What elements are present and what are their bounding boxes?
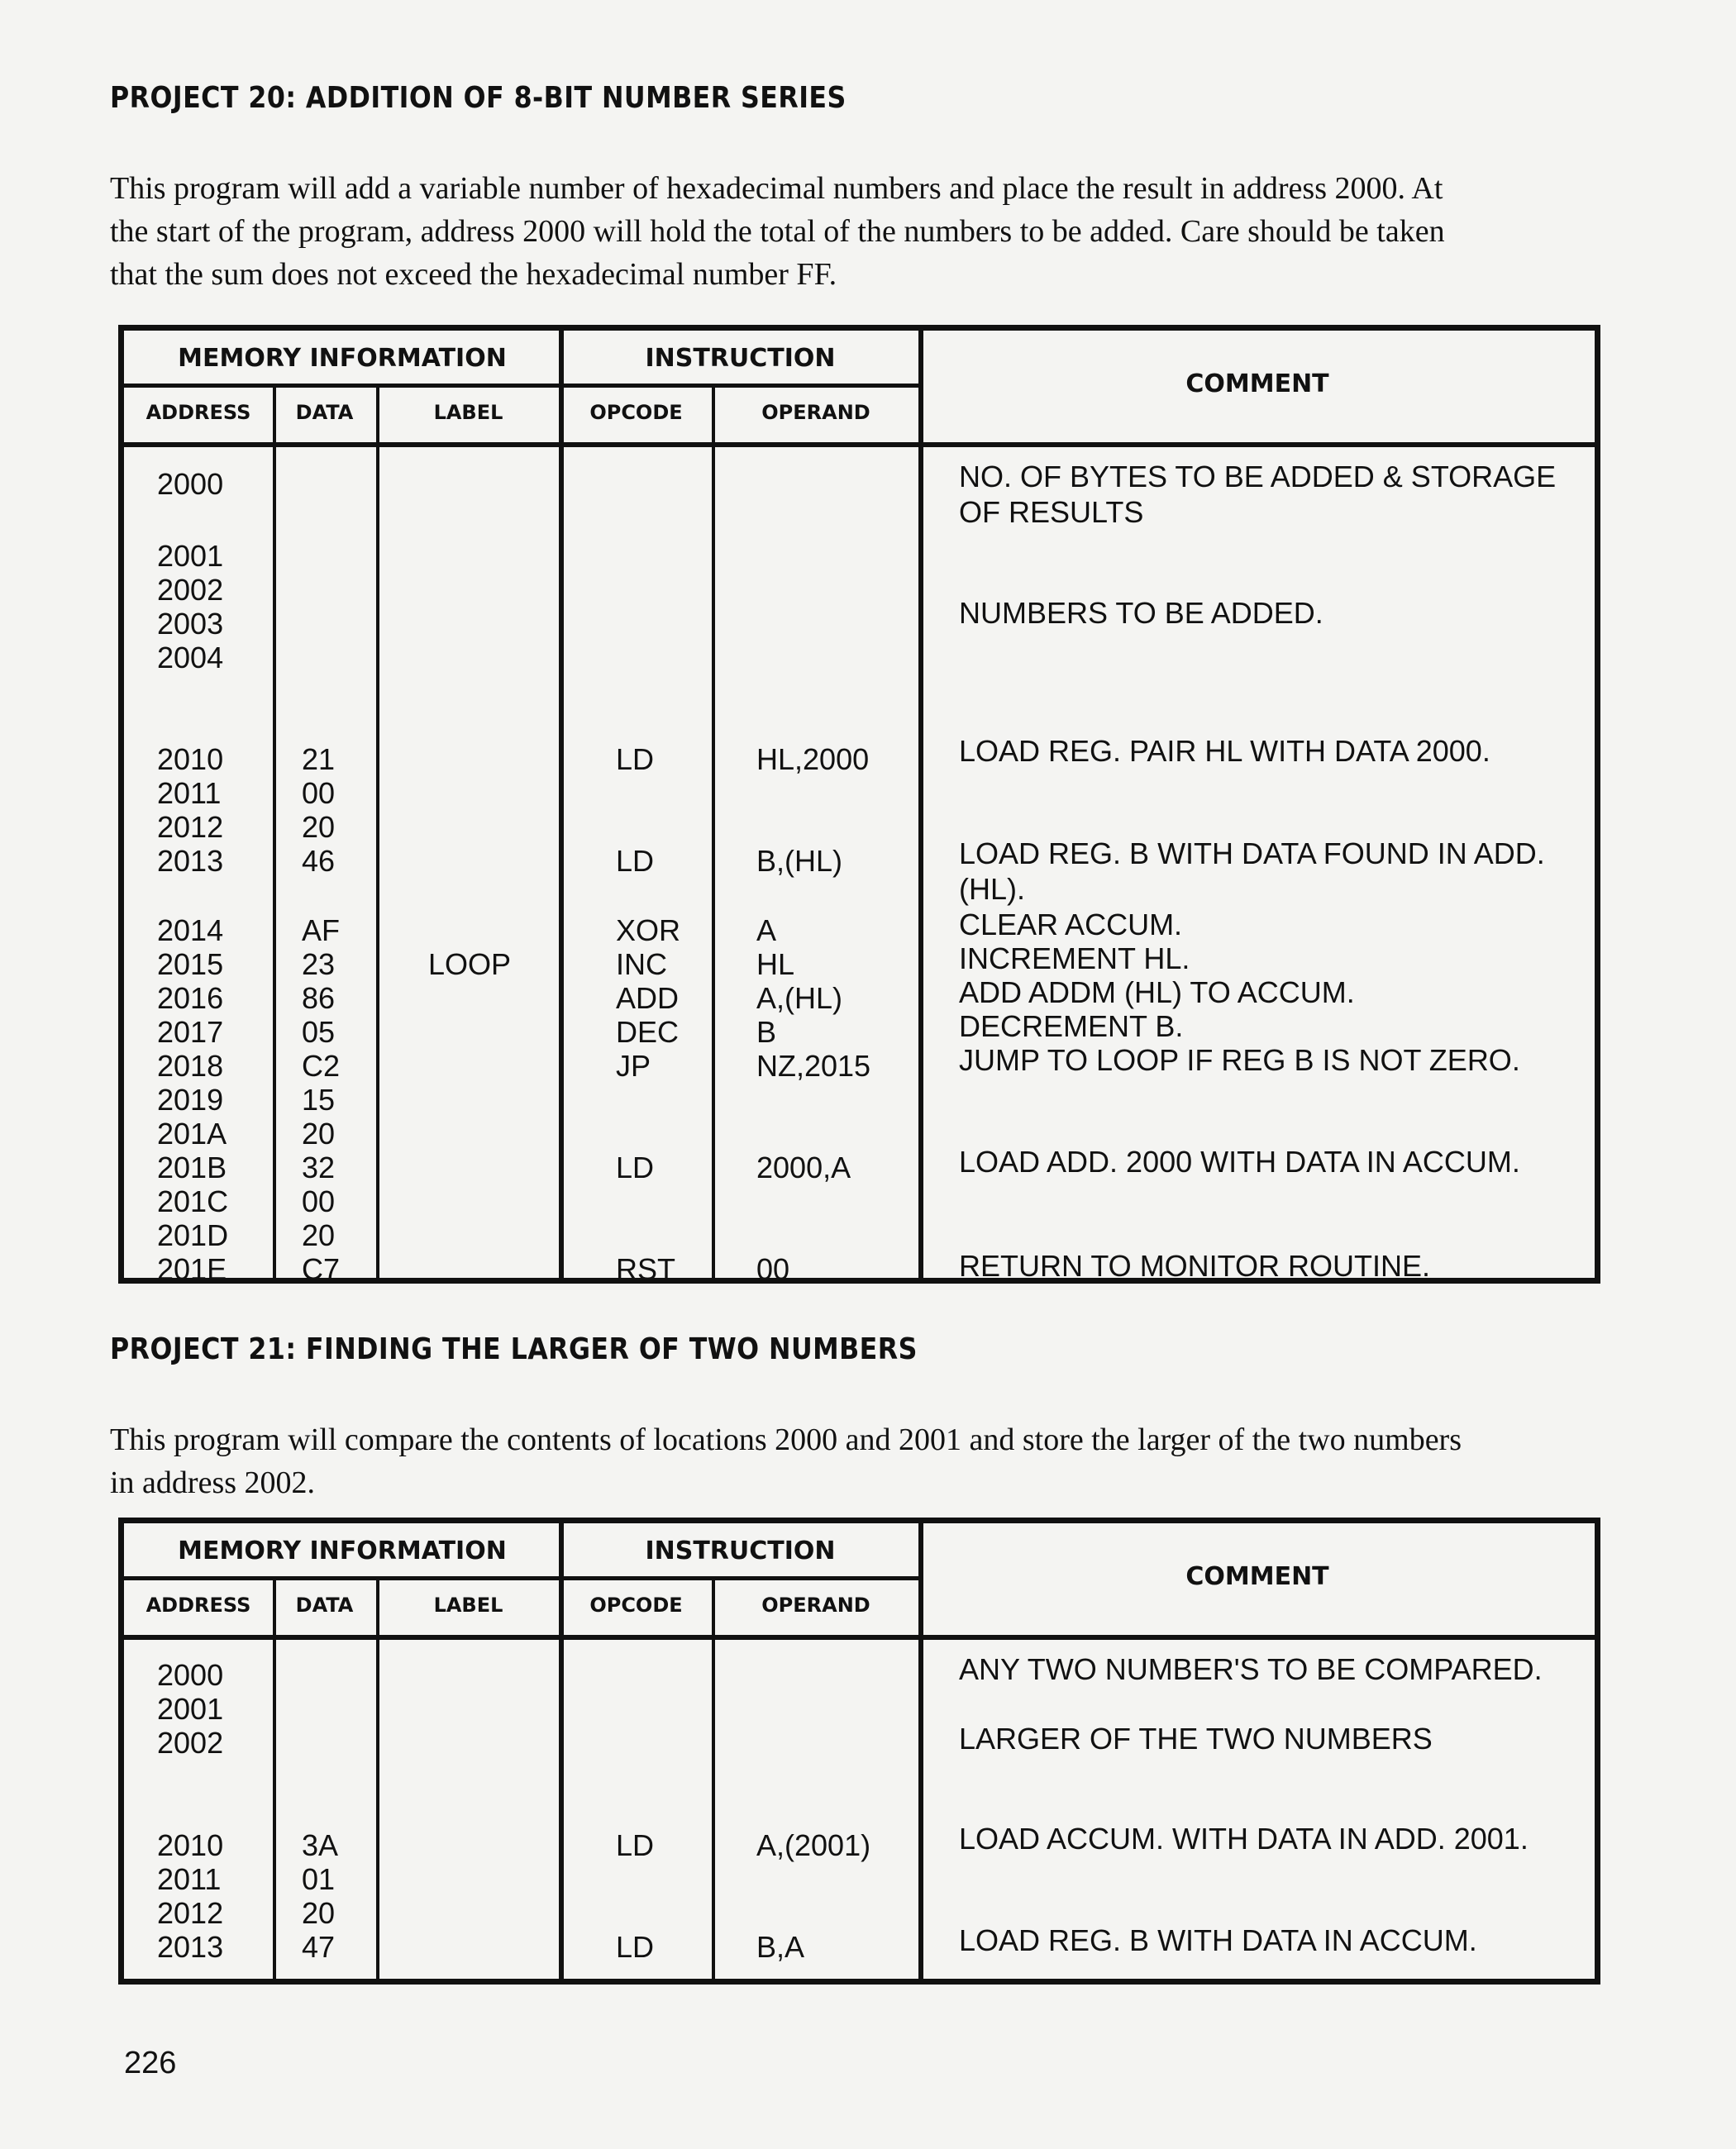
opcode-cell: JP [616, 1049, 651, 1083]
address-cell: 2002 [157, 1726, 224, 1760]
address-cell: 2013 [157, 1930, 224, 1964]
address-cell: 2015 [157, 947, 224, 981]
opcode-column-header: OPCODE [589, 401, 683, 424]
table-header [124, 331, 1595, 447]
data-cell: 15 [302, 1083, 336, 1117]
project-21-title: PROJECT 21: FINDING THE LARGER OF TWO NUMBERS [110, 1332, 918, 1366]
operand-cell: A,(HL) [756, 981, 843, 1015]
operand-cell: A [756, 913, 777, 947]
opcode-cell: LD [616, 742, 655, 776]
table-row [124, 539, 1595, 573]
table-row [124, 607, 1595, 641]
comment-header: COMMENT [1185, 369, 1329, 398]
data-cell: 05 [302, 1015, 336, 1049]
intro-line: that the sum does not exceed the hexadecimal number FF. [110, 257, 837, 292]
address-cell: 2017 [157, 1015, 224, 1049]
opcode-cell: LD [616, 1828, 655, 1862]
page-number: 226 [124, 2046, 177, 2080]
operand-column-header: OPERAND [761, 401, 870, 424]
address-cell: 2019 [157, 1083, 224, 1117]
comment-cell: RETURN TO MONITOR ROUTINE. [959, 1249, 1431, 1283]
table-row [124, 573, 1595, 607]
operand-cell: HL [756, 947, 795, 981]
data-cell: 21 [302, 742, 336, 776]
address-column-header: ADDRESS [145, 1594, 251, 1617]
table-row [124, 1184, 1595, 1218]
address-cell: 201C [157, 1184, 229, 1218]
table-row [124, 1218, 1595, 1252]
memory-information-header: MEMORY INFORMATION [178, 344, 507, 373]
label-cell: LOOP [428, 947, 512, 981]
comment-cell: CLEAR ACCUM. [959, 908, 1183, 941]
opcode-cell: LD [616, 1930, 655, 1964]
operand-cell: B [756, 1015, 777, 1049]
address-cell: 201D [157, 1218, 229, 1252]
intro-line: in address 2002. [110, 1465, 316, 1500]
data-column-header: DATA [295, 401, 354, 424]
operand-cell: B,(HL) [756, 844, 843, 878]
operand-cell: 2000,A [756, 1151, 851, 1184]
address-cell: 201E [157, 1252, 227, 1286]
project-21-intro [110, 1418, 1614, 1504]
address-cell: 2010 [157, 1828, 224, 1862]
address-cell: 2011 [157, 776, 222, 810]
address-cell: 2001 [157, 539, 224, 573]
project-20-intro [110, 167, 1614, 296]
data-cell: 3A [302, 1828, 339, 1862]
data-cell: C7 [302, 1252, 341, 1286]
comment-cell: LOAD REG. B WITH DATA IN ACCUM. [959, 1923, 1477, 1957]
comment-cell: ADD ADDM (HL) TO ACCUM. [959, 975, 1355, 1009]
opcode-cell: INC [616, 947, 667, 981]
comment-cell: JUMP TO LOOP IF REG B IS NOT ZERO. [959, 1043, 1520, 1077]
table-row [124, 1862, 1595, 1896]
data-cell: 86 [302, 981, 336, 1015]
table-row [124, 1083, 1595, 1117]
comment-cell: NUMBERS TO BE ADDED. [959, 596, 1323, 630]
address-cell: 2000 [157, 467, 224, 501]
data-column-header: DATA [295, 1594, 354, 1617]
memory-information-header: MEMORY INFORMATION [178, 1537, 507, 1565]
opcode-cell: LD [616, 1151, 655, 1184]
data-cell: AF [302, 913, 341, 947]
project-20-program-table [118, 325, 1600, 1284]
data-cell: 00 [302, 1184, 336, 1218]
project-20-title: PROJECT 20: ADDITION OF 8-BIT NUMBER SERIES [110, 81, 847, 115]
operand-column-header: OPERAND [761, 1594, 870, 1617]
data-cell: 20 [302, 1896, 336, 1930]
address-cell: 2012 [157, 1896, 224, 1930]
comment-cell: NO. OF BYTES TO BE ADDED & STORAGE OF RESULTS [959, 460, 1557, 529]
data-cell: C2 [302, 1049, 341, 1083]
data-cell: 00 [302, 776, 336, 810]
label-column-header: LABEL [433, 401, 503, 424]
operand-cell: 00 [756, 1252, 790, 1286]
opcode-cell: XOR [616, 913, 681, 947]
intro-line: the start of the program, address 2000 will hold the total of the numbers to be added. Care should be taken [110, 214, 1445, 249]
table-row [124, 947, 1595, 981]
data-cell: 46 [302, 844, 336, 878]
data-cell: 47 [302, 1930, 336, 1964]
address-cell: 2002 [157, 573, 224, 607]
comment-cell: LOAD ADD. 2000 WITH DATA IN ACCUM. [959, 1145, 1520, 1179]
comment-cell: LOAD ACCUM. WITH DATA IN ADD. 2001. [959, 1822, 1529, 1856]
label-column-header: LABEL [433, 1594, 503, 1617]
table-header [124, 1523, 1595, 1640]
address-cell: 2003 [157, 607, 224, 641]
intro-line: This program will add a variable number of hexadecimal numbers and place the result in address 2000. At [110, 171, 1443, 206]
table-body [124, 442, 1595, 1286]
table-row [124, 913, 1595, 947]
operand-cell: NZ,2015 [756, 1049, 871, 1083]
intro-line: This program will compare the contents of locations 2000 and 2001 and store the larger of the two numbers [110, 1422, 1462, 1457]
table-body [124, 1635, 1595, 1979]
address-cell: 2000 [157, 1658, 224, 1692]
address-cell: 2013 [157, 844, 224, 878]
comment-header: COMMENT [1185, 1562, 1329, 1591]
table-row [124, 981, 1595, 1015]
data-cell: 32 [302, 1151, 336, 1184]
data-cell: 23 [302, 947, 336, 981]
address-cell: 2010 [157, 742, 224, 776]
address-cell: 2012 [157, 810, 224, 844]
data-cell: 01 [302, 1862, 336, 1896]
data-cell: 20 [302, 1117, 336, 1151]
data-cell: 20 [302, 810, 336, 844]
opcode-cell: ADD [616, 981, 680, 1015]
comment-cell: ANY TWO NUMBER'S TO BE COMPARED. [959, 1652, 1543, 1686]
project-21-program-table [118, 1518, 1600, 1985]
comment-cell: LOAD REG. B WITH DATA FOUND IN ADD. (HL). [959, 836, 1545, 906]
opcode-cell: DEC [616, 1015, 680, 1049]
address-column-header: ADDRESS [145, 401, 251, 424]
comment-cell: DECREMENT B. [959, 1009, 1184, 1043]
operand-cell: B,A [756, 1930, 805, 1964]
comment-cell: INCREMENT HL. [959, 941, 1190, 975]
address-cell: 2001 [157, 1692, 224, 1726]
instruction-header: INSTRUCTION [645, 1537, 836, 1565]
address-cell: 201B [157, 1151, 227, 1184]
data-cell: 20 [302, 1218, 336, 1252]
address-cell: 2011 [157, 1862, 222, 1896]
opcode-cell: RST [616, 1252, 675, 1286]
address-cell: 2018 [157, 1049, 224, 1083]
opcode-cell: LD [616, 844, 655, 878]
address-cell: 2004 [157, 641, 224, 674]
table-row [124, 776, 1595, 810]
opcode-column-header: OPCODE [589, 1594, 683, 1617]
address-cell: 2014 [157, 913, 224, 947]
operand-cell: A,(2001) [756, 1828, 871, 1862]
operand-cell: HL,2000 [756, 742, 870, 776]
address-cell: 201A [157, 1117, 227, 1151]
address-cell: 2016 [157, 981, 224, 1015]
comment-cell: LOAD REG. PAIR HL WITH DATA 2000. [959, 734, 1490, 768]
table-row [124, 641, 1595, 674]
comment-cell: LARGER OF THE TWO NUMBERS [959, 1722, 1433, 1756]
instruction-header: INSTRUCTION [645, 344, 836, 373]
